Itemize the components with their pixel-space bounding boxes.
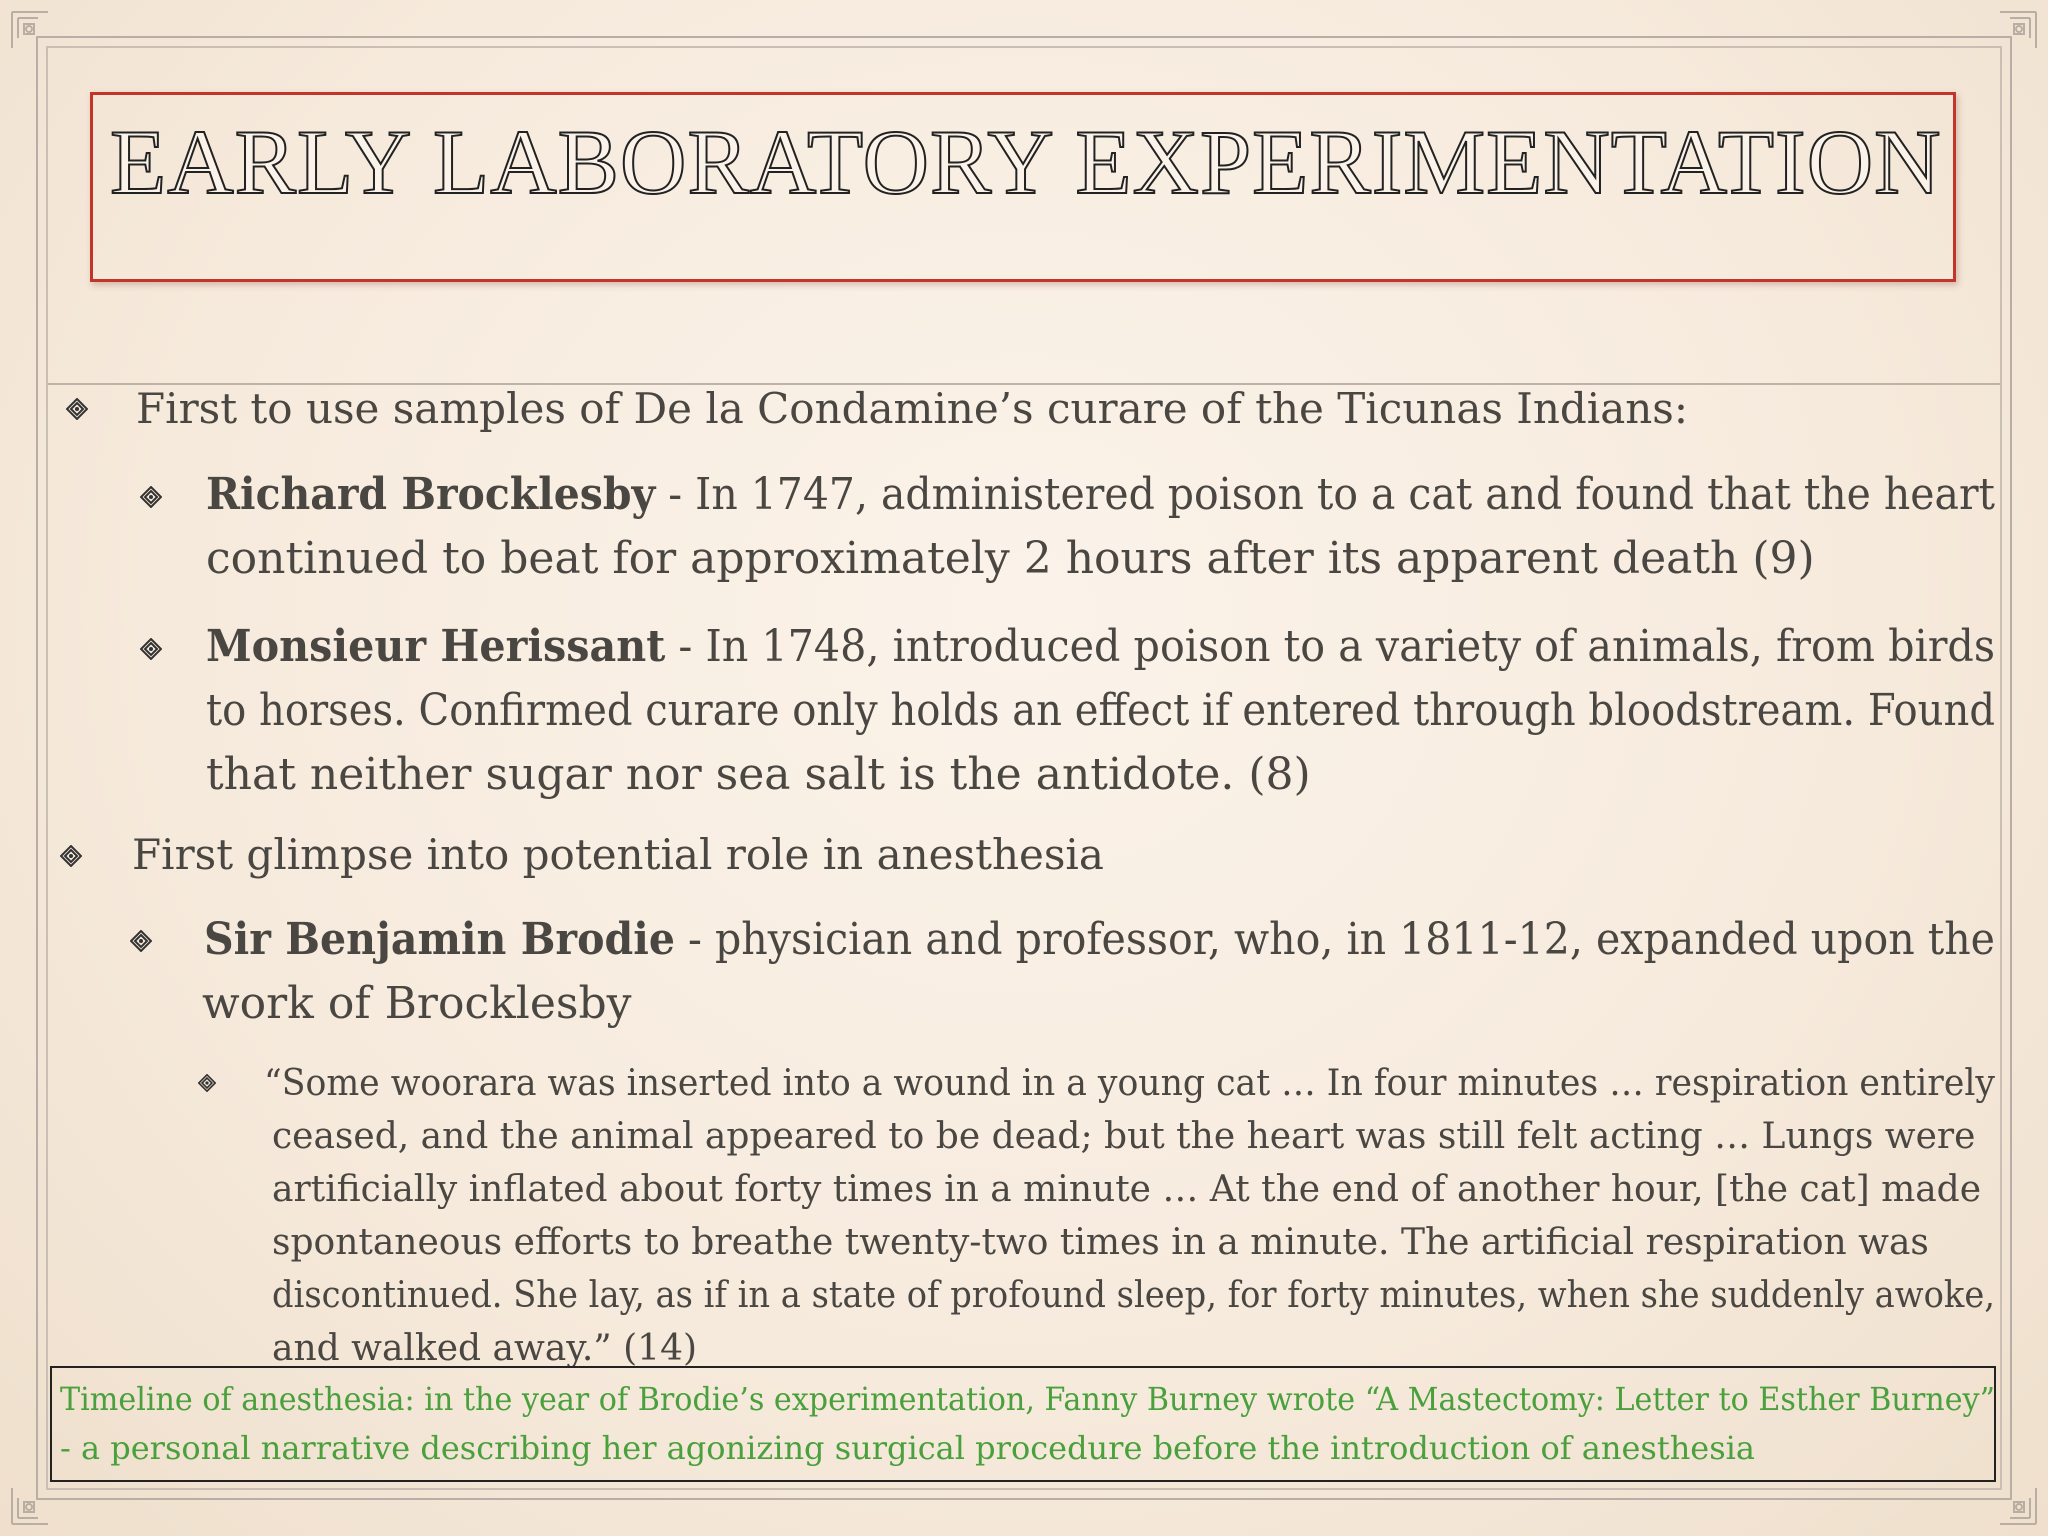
diamond-bullet-icon (60, 845, 82, 867)
diamond-bullet-icon (198, 1074, 216, 1092)
sub-bullet-text: - In 1748, introduced poison to a variety of animals, from birds (665, 621, 1995, 672)
sub-bullet-line: continued to beat for approximately 2 hours after its apparent death (9) (206, 533, 1815, 584)
person-name: Monsieur Herissant (206, 621, 666, 672)
sub-bullet-line: work of Brocklesby (202, 978, 632, 1029)
person-name: Sir Benjamin Brodie (204, 914, 675, 965)
timeline-text: - a personal narrative describing her agonizing surgical procedure before the introduction of anesthesia (60, 1429, 1755, 1467)
sub-bullet-text: - In 1747, administered poison to a cat and found that the heart (655, 469, 1995, 520)
timeline-text: Timeline of anesthesia: in the year of Brodie’s experimentation, Fanny Burney wrote “A Mastectomy: Letter to Esther Burney” (60, 1380, 1995, 1418)
sub-bullet-line (206, 615, 1995, 679)
bullet-text: First to use samples of De la Condamine’s curare of the Ticunas Indians: (136, 384, 1689, 433)
quote-line: and walked away.” (14) (272, 1328, 698, 1369)
quote-line: spontaneous efforts to breathe twenty-two times in a minute. The artificial respiration was (272, 1222, 1929, 1263)
sub-bullet-line: to horses. Confirmed curare only holds an effect if entered through bloodstream. Found (206, 685, 1995, 736)
diamond-bullet-icon (140, 638, 162, 660)
diamond-bullet-icon (66, 398, 88, 420)
quote-line: “Some woorara was inserted into a wound in a young cat … In four minutes … respiration entirely (264, 1063, 1995, 1104)
corner-ornament-icon (8, 8, 64, 64)
person-name: Richard Brocklesby (206, 469, 656, 520)
quote-line: discontinued. She lay, as if in a state of profound sleep, for forty minutes, when she suddenly awoke, (272, 1275, 1995, 1316)
bullet-text: First glimpse into potential role in anesthesia (132, 830, 1104, 879)
diamond-bullet-icon (130, 930, 152, 952)
sub-bullet-line: that neither sugar nor sea salt is the antidote. (8) (206, 749, 1311, 800)
quote-line: ceased, and the animal appeared to be dead; but the heart was still felt acting … Lungs were (272, 1116, 1976, 1157)
quote-line: artificially inflated about forty times in a minute … At the end of another hour, [the cat] made (272, 1169, 1982, 1210)
sub-bullet-line (204, 908, 1995, 972)
sub-bullet-line (206, 463, 1995, 527)
slide-title: EARLY LABORATORY EXPERIMENTATION (110, 111, 1942, 213)
diamond-bullet-icon (140, 486, 162, 508)
sub-bullet-text: - physician and professor, who, in 1811-12, expanded upon the (674, 914, 1995, 965)
corner-ornament-icon (1984, 8, 2040, 64)
